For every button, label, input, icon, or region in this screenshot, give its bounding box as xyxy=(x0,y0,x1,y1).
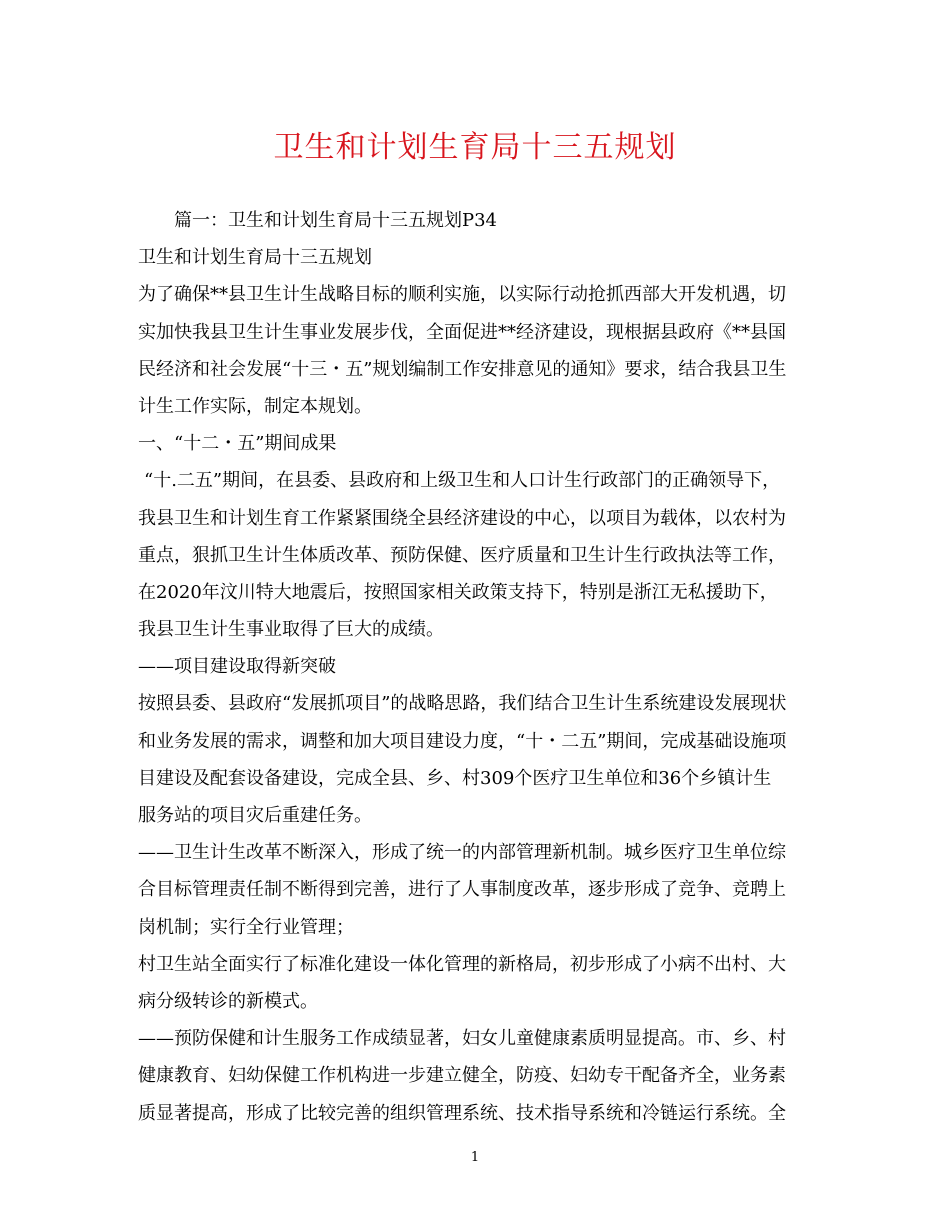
section-heading: 篇一：卫生和计划生育局十三五规划P34 xyxy=(174,210,498,231)
paragraph-line: 健康教育、妇幼保健工作机构进一步建立健全，防疫、妇幼专干配备齐全，业务素 xyxy=(138,1065,786,1087)
paragraph-line: 我县卫生计生事业取得了巨大的成绩。 xyxy=(138,619,444,641)
paragraph-line: 目建设及配套设备建设，完成全县、乡、村309个医疗卫生单位和36个乡镇计生 xyxy=(138,767,772,789)
paragraph-line: 实加快我县卫生计生事业发展步伐，全面促进**经济建设，现根据县政府《**县国 xyxy=(138,321,786,343)
paragraph-line: 在2020年汶川特大地震后，按照国家相关政策支持下，特别是浙江无私援助下， xyxy=(138,581,778,603)
paragraph-line: 病分级转诊的新模式。 xyxy=(138,990,318,1012)
paragraph-line: ——预防保健和计生服务工作成绩显著，妇女儿童健康素质明显提高。市、乡、村 xyxy=(138,1028,786,1050)
paragraph-line: ——卫生计生改革不断深入，形成了统一的内部管理新机制。城乡医疗卫生单位综 xyxy=(138,842,786,864)
paragraph-line: 按照县委、县政府“发展抓项目”的战略思路，我们结合卫生计生系统建设发展现状 xyxy=(138,693,787,715)
paragraph-line: 民经济和社会发展“十三・五”规划编制工作安排意见的通知》要求，结合我县卫生 xyxy=(138,358,787,380)
paragraph-line: 岗机制；实行全行业管理； xyxy=(138,916,354,938)
paragraph-line: “十.二五”期间，在县委、县政府和上级卫生和人口计生行政部门的正确领导下， xyxy=(144,470,781,492)
document-title: 卫生和计划生育局十三五规划 xyxy=(273,130,677,165)
paragraph-line: 为了确保**县卫生计生战略目标的顺利实施，以实际行动抢抓西部大开发机遇，切 xyxy=(138,284,786,306)
paragraph-line: 计生工作实际，制定本规划。 xyxy=(138,395,372,417)
paragraph-line: 服务站的项目灾后重建任务。 xyxy=(138,805,372,826)
document-body xyxy=(138,202,818,1132)
paragraph-line: 和业务发展的需求，调整和加大项目建设力度，“十・二五”期间，完成基础设施项 xyxy=(138,730,787,752)
paragraph-line: 重点，狠抓卫生计生体质改革、预防保健、医疗质量和卫生计生行政执法等工作， xyxy=(138,544,786,566)
subtitle-line: 卫生和计划生育局十三五规划 xyxy=(138,247,372,269)
paragraph-line: 合目标管理责任制不断得到完善，进行了人事制度改革，逐步形成了竞争、竞聘上 xyxy=(138,879,786,901)
page-number: 1 xyxy=(470,1150,480,1165)
paragraph-line: 我县卫生和计划生育工作紧紧围绕全县经济建设的中心，以项目为载体，以农村为 xyxy=(138,507,786,529)
paragraph-line: 质显著提高，形成了比较完善的组织管理系统、技术指导系统和冷链运行系统。全 xyxy=(138,1102,786,1124)
paragraph-line: 村卫生站全面实行了标准化建设一体化管理的新格局，初步形成了小病不出村、大 xyxy=(138,953,786,975)
subsection-heading: ——项目建设取得新突破 xyxy=(138,656,336,678)
section-heading: 一、“十二・五”期间成果 xyxy=(138,433,337,455)
